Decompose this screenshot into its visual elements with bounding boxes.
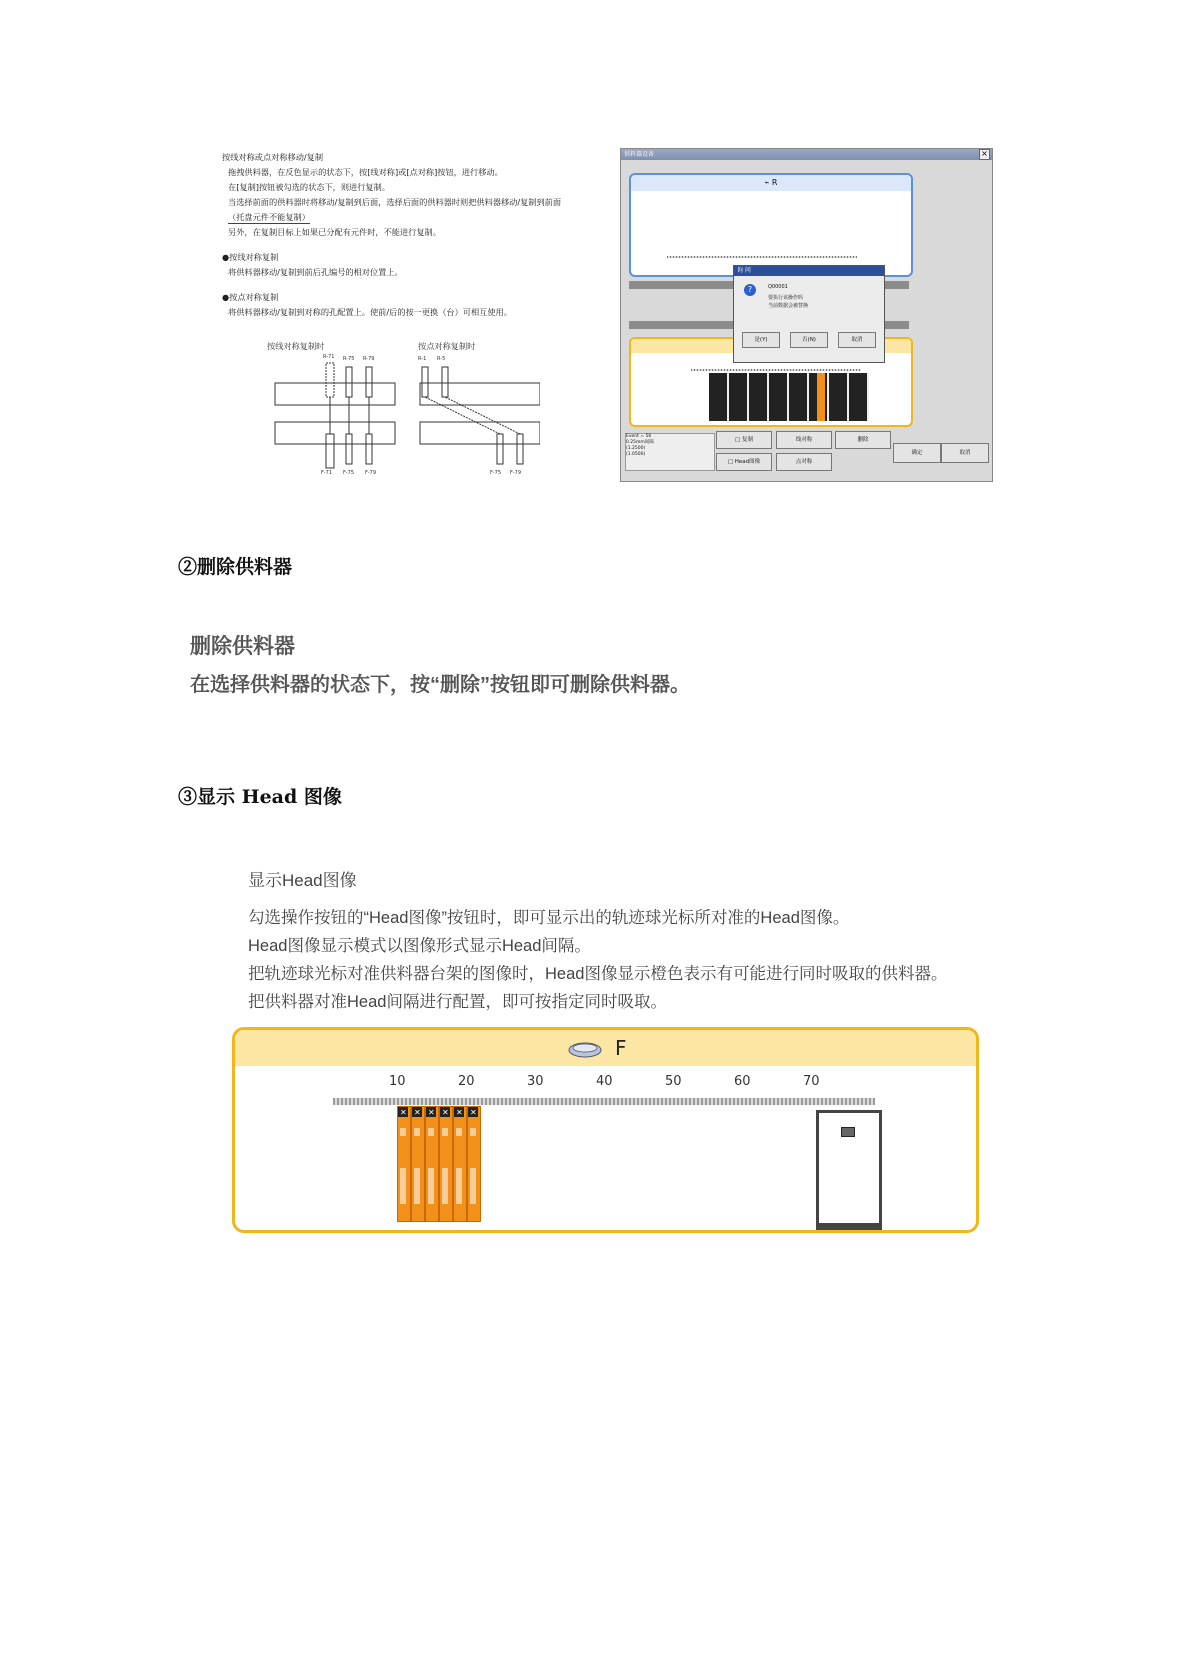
svg-text:✕: ✕ [400,1108,407,1117]
front-feeder-panel [232,1027,979,1233]
delete-button[interactable]: 删除 [835,431,891,449]
panel-header [235,1030,976,1066]
scale-tick: 10 [389,1074,406,1089]
feeder-tray-icon [565,1038,605,1060]
no-button[interactable]: 否(N) [790,332,828,348]
diagram-label: F-75 [490,470,502,476]
status-area [625,433,715,471]
tray-icon [841,1127,855,1137]
confirm-msg: 要执行该操作吗 [768,295,804,301]
head-box-title: 显示Head图像 [248,871,357,890]
confirm-title: 询 问 [734,266,884,276]
diagram-label: R-1 [418,356,427,362]
scale-tick: 20 [458,1074,475,1089]
tray-warning: （托盘元件不能复制） [228,212,310,222]
yes-button[interactable]: 是(Y) [742,332,780,348]
line-symmetry-button[interactable]: 线对称 [776,431,832,449]
head-para: 把供料器对准Head间隔进行配置，即可按指定同时吸取。 [248,993,667,1011]
feeder-icon: ⌁ [764,178,770,187]
diagram-label: R-5 [437,356,446,362]
status-line: Event = 56 [626,434,652,439]
slot-ruler [333,1098,875,1105]
panel-label-r: R [771,178,778,187]
point-symmetry-text: 将供料器移动/复制到对称的孔配置上。使前/后的按一更换（台）可相互使用。 [228,307,512,317]
delete-box-text: 在选择供料器的状态下，按“删除”按钮即可删除供料器。 [190,674,690,696]
head-para: Head图像显示模式以图像形式显示Head间隔。 [248,937,591,955]
confirm-code: Q00001 [768,284,788,290]
svg-text:✕: ✕ [456,1108,463,1117]
svg-text:✕: ✕ [414,1108,421,1117]
diagram-label: R-71 [323,354,335,360]
close-icon[interactable]: × [979,149,990,160]
scale-tick: 60 [734,1074,751,1089]
point-diagram-caption: 按点对称复制时 [418,341,476,351]
instruction-line: 在[复制]按钮被勾选的状态下，则进行复制。 [228,182,390,192]
section-heading-delete: ②删除供料器 [178,556,293,578]
ok-button[interactable]: 确定 [893,443,941,463]
symmetry-diagram [270,360,540,472]
cancel-button[interactable]: 取消 [838,332,876,348]
dialog-cancel-button[interactable]: 取消 [941,443,989,463]
diagram-label: F-79 [365,470,377,476]
svg-text:✕: ✕ [428,1108,435,1117]
instruction-line: 拖拽供料器，在反色显示的状态下，按[线对称]或[点对称]按钮，进行移动。 [228,167,503,177]
point-symmetry-button[interactable]: 点对称 [776,453,832,471]
instruction-line: 当选择前面的供料器时将移动/复制到后面，选择后面的供料器时则把供料器移动/复制到前面 [228,197,562,207]
head-para: 勾选操作按钮的“Head图像”按钮时，即可显示出的轨迹球光标所对准的Head图像。 [248,909,850,927]
feeder-editor-window [620,148,993,482]
section-heading-head-image: ③显示 Head 图像 [178,786,342,808]
diagram-label: R-75 [343,356,355,362]
tray-feeder[interactable] [816,1110,882,1231]
scale-tick: 40 [596,1074,613,1089]
confirm-dialog [733,265,885,363]
window-title: 供料器设备 [621,149,992,160]
line-diagram-caption: 按线对称复制时 [267,341,325,351]
scale-tick: 70 [803,1074,820,1089]
head-para: 把轨迹球光标对准供料器台架的图像时，Head图像显示橙色表示有可能进行同时吸取的供料器。 [248,965,948,983]
diagram-label: F-71 [321,470,333,476]
section-title: 按线对称或点对称移动/复制 [222,152,324,162]
rear-panel [629,173,913,277]
line-symmetry-text: 将供料器移动/复制到前后孔编号的相对位置上。 [228,267,403,277]
scale-tick: 50 [665,1074,682,1089]
line-symmetry-title: ●按线对称复制 [222,252,279,262]
confirm-msg: 当前数据会被替换 [768,303,809,309]
svg-text:✕: ✕ [470,1108,477,1117]
diagram-label: R-79 [363,356,375,362]
question-icon: ? [744,284,756,296]
delete-box-title: 删除供料器 [190,635,295,658]
status-line: (1.0500) [626,452,646,457]
panel-label-f: F [615,1036,627,1060]
diagram-label: F-79 [510,470,522,476]
diagram-label: F-75 [343,470,355,476]
svg-text:✕: ✕ [442,1108,449,1117]
status-line: (1.2500) [626,446,646,451]
instruction-line: 另外，在复制目标上如果已分配有元件时，不能进行复制。 [228,227,441,237]
copy-instructions [222,150,612,320]
scale-tick: 30 [527,1074,544,1089]
point-symmetry-title: ●按点对称复制 [222,292,279,302]
head-image-checkbox[interactable]: □ Head图像 [716,453,772,471]
status-line: 0.25mm间隔 [626,440,654,445]
feeder-stripes [397,1106,481,1220]
copy-checkbox[interactable]: □ 复制 [716,431,772,449]
